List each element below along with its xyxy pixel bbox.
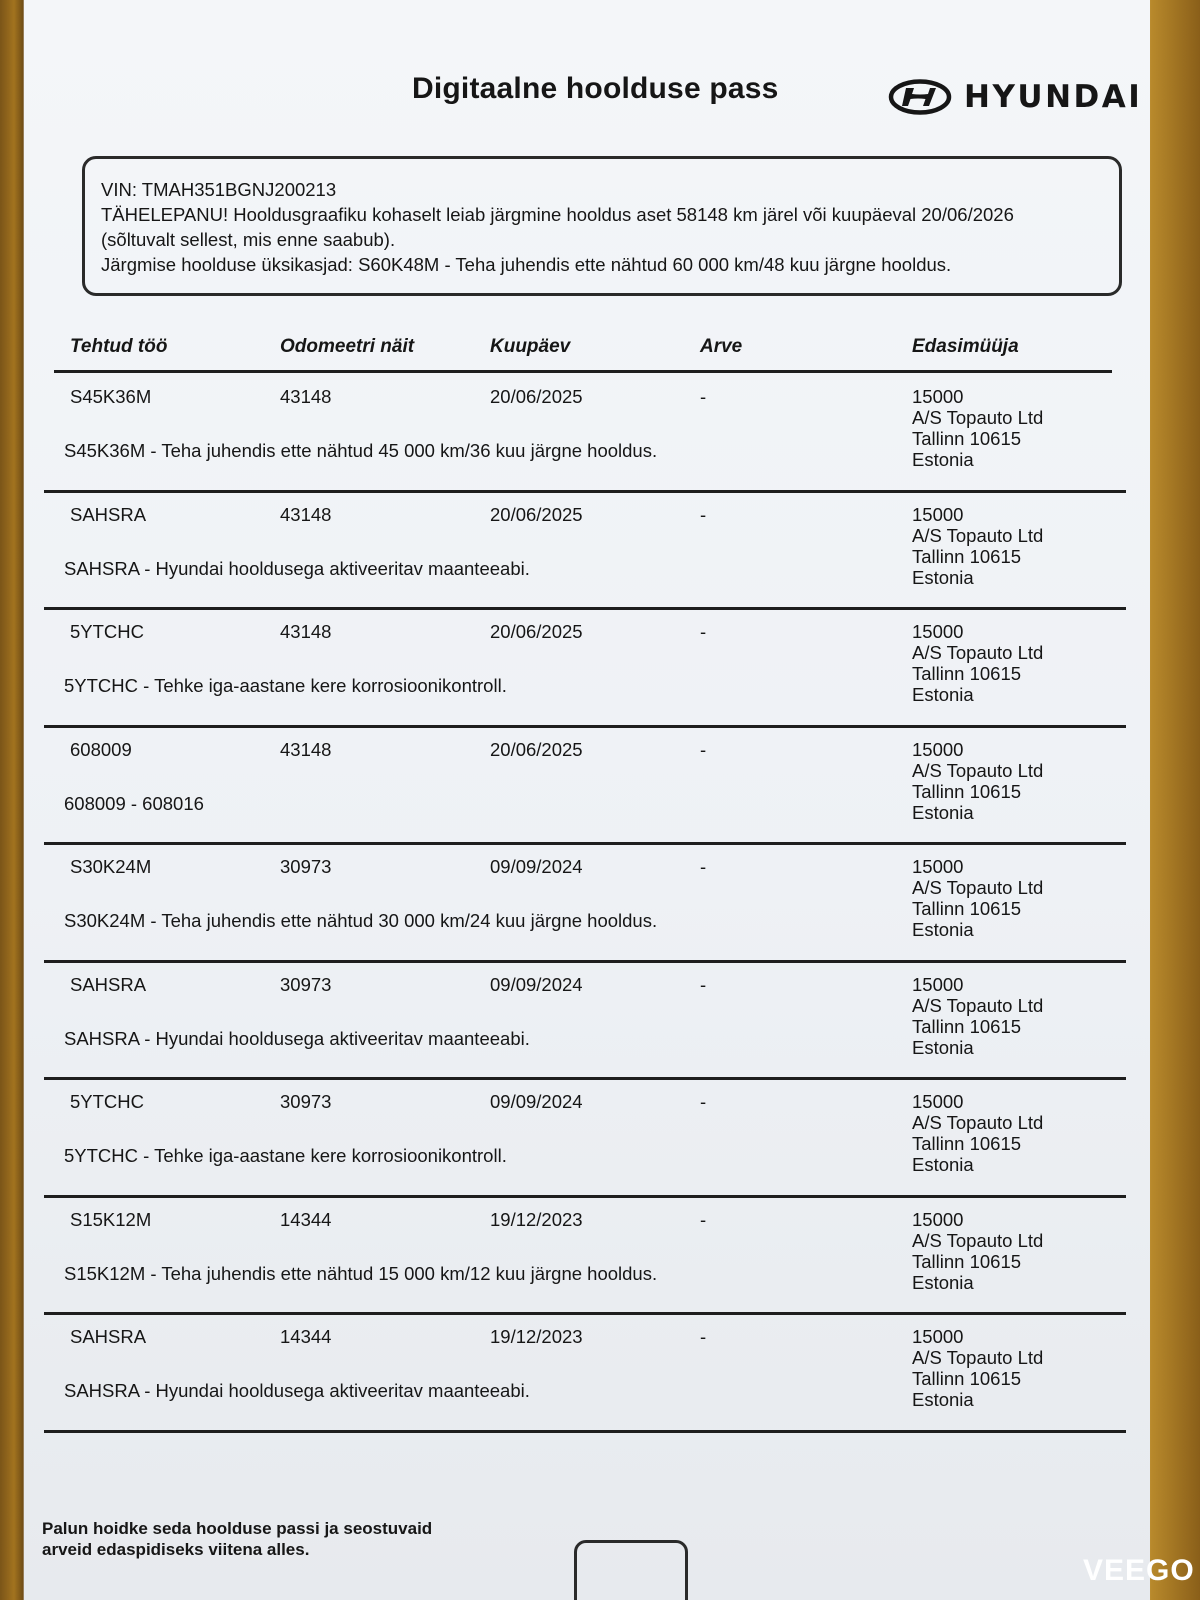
dealer-line: A/S Topauto Ltd	[912, 759, 1044, 781]
dealer-line: 15000	[912, 856, 964, 877]
dealer-line: Tallinn 10615	[912, 428, 1022, 449]
entry-dealer	[912, 621, 1043, 705]
dealer-line: 15000	[912, 1208, 964, 1230]
dealer-line: 15000	[912, 1091, 964, 1112]
dealer-line: A/S Topauto Ltd	[912, 1112, 1044, 1133]
hyundai-emblem-icon	[888, 78, 952, 116]
entry-date: 19/12/2023	[490, 1326, 583, 1347]
entry-odometer: 30973	[280, 1091, 332, 1112]
dealer-line: Estonia	[912, 1036, 974, 1058]
dealer-line: Estonia	[912, 919, 974, 940]
entry-description: 5YTCHC - Tehke iga-aastane kere korrosioonikontroll.	[64, 675, 507, 696]
entry-description: S15K12M - Teha juhendis ette nähtud 15 000 km/12 kuu järgne hooldus.	[64, 1262, 658, 1284]
dealer-line: Estonia	[912, 1271, 974, 1293]
dealer-line: Tallinn 10615	[912, 1368, 1022, 1389]
service-entry	[24, 621, 1150, 733]
header-odometer: Odomeetri näit	[280, 336, 415, 357]
dealer-line: Tallinn 10615	[912, 1133, 1022, 1154]
entry-invoice: -	[700, 1208, 707, 1230]
entry-dealer	[912, 386, 1043, 470]
dealer-line: 15000	[912, 738, 964, 760]
entry-work-code: S15K12M	[70, 1208, 152, 1230]
row-divider	[44, 490, 1126, 493]
dealer-line: Tallinn 10615	[912, 898, 1022, 919]
service-entry	[24, 1091, 1150, 1203]
notice-line: TÄHELEPANU! Hooldusgraafiku kohaselt leiab järgmine hooldus aset 58148 km järel või kuupäeval 20/06/2026	[101, 204, 1014, 225]
dealer-line: 15000	[912, 386, 964, 407]
service-entry	[24, 974, 1150, 1086]
entry-description: 608009 - 608016	[64, 792, 204, 814]
dealer-line: 15000	[912, 973, 964, 995]
dealer-line: 15000	[912, 621, 964, 642]
entry-description: SAHSRA - Hyundai hooldusega aktiveeritav maanteeabi.	[64, 1027, 530, 1049]
row-divider	[44, 1077, 1126, 1080]
entry-invoice: -	[700, 1091, 707, 1112]
entry-odometer: 43148	[280, 621, 332, 642]
entry-dealer	[912, 1091, 1043, 1175]
entry-dealer	[912, 1326, 1043, 1410]
entry-dealer	[912, 504, 1043, 588]
dealer-line: Tallinn 10615	[912, 1250, 1022, 1272]
service-passport-sheet	[24, 0, 1150, 1600]
notice-continuation: (sõltuvalt sellest, mis enne saabub).	[101, 229, 396, 250]
watermark: VEEGO	[1083, 1554, 1195, 1587]
dealer-line: Estonia	[912, 566, 974, 588]
entry-description: SAHSRA - Hyundai hooldusega aktiveeritav maanteeabi.	[64, 557, 530, 579]
dealer-line: Estonia	[912, 1389, 974, 1410]
entry-invoice: -	[700, 973, 707, 995]
entry-odometer: 43148	[280, 386, 332, 407]
row-divider	[44, 842, 1126, 845]
row-divider	[44, 607, 1126, 610]
dealer-line: Estonia	[912, 684, 974, 705]
dealer-line: Tallinn 10615	[912, 1015, 1022, 1037]
entry-date: 09/09/2024	[490, 856, 583, 877]
next-service-details: Järgmise hoolduse üksikasjad: S60K48M - Teha juhendis ette nähtud 60 000 km/48 kuu järgne hooldus.	[101, 254, 952, 275]
entry-dealer	[912, 1209, 1043, 1293]
entry-invoice: -	[700, 503, 707, 525]
entry-dealer	[912, 856, 1043, 940]
entry-odometer: 14344	[280, 1326, 332, 1347]
entry-invoice: -	[700, 738, 707, 760]
entry-date: 09/09/2024	[490, 1091, 583, 1112]
entry-invoice: -	[700, 1326, 707, 1347]
entry-work-code: SAHSRA	[70, 1326, 147, 1347]
entry-odometer: 43148	[280, 738, 332, 760]
entry-work-code: SAHSRA	[70, 503, 147, 525]
service-entry	[24, 739, 1150, 851]
dealer-line: Tallinn 10615	[912, 663, 1022, 684]
service-entry	[24, 856, 1150, 968]
entry-date: 19/12/2023	[490, 1208, 583, 1230]
dealer-line: A/S Topauto Ltd	[912, 524, 1044, 546]
service-entry	[24, 1209, 1150, 1321]
entry-description: 5YTCHC - Tehke iga-aastane kere korrosioonikontroll.	[64, 1145, 507, 1166]
next-service-notice-box	[82, 156, 1122, 296]
dealer-line: Estonia	[912, 801, 974, 823]
entry-work-code: S45K36M	[70, 386, 152, 407]
row-divider	[44, 1430, 1126, 1433]
header-divider	[54, 370, 1112, 373]
dealer-line: A/S Topauto Ltd	[912, 407, 1044, 428]
entry-dealer	[912, 974, 1043, 1058]
header-date: Kuupäev	[490, 336, 571, 357]
entry-odometer: 30973	[280, 856, 332, 877]
entry-description: S45K36M - Teha juhendis ette nähtud 45 000 km/36 kuu järgne hooldus.	[64, 440, 658, 461]
row-divider	[44, 725, 1126, 728]
dealer-line: 15000	[912, 1326, 964, 1347]
entry-date: 20/06/2025	[490, 386, 583, 407]
dealer-line: A/S Topauto Ltd	[912, 1347, 1044, 1368]
retention-note	[42, 1518, 432, 1560]
dealer-line: 15000	[912, 503, 964, 525]
entry-odometer: 43148	[280, 503, 332, 525]
service-entry	[24, 386, 1150, 498]
entry-work-code: SAHSRA	[70, 973, 147, 995]
entry-date: 20/06/2025	[490, 503, 583, 525]
header-dealer: Edasimüüja	[912, 336, 1019, 357]
retention-note-line-1: Palun hoidke seda hoolduse passi ja seostuvaid	[42, 1519, 433, 1538]
entry-date: 20/06/2025	[490, 738, 583, 760]
dealer-line: A/S Topauto Ltd	[912, 877, 1044, 898]
entry-description: SAHSRA - Hyundai hooldusega aktiveeritav maanteeabi.	[64, 1380, 530, 1401]
service-entry	[24, 504, 1150, 616]
entry-invoice: -	[700, 856, 707, 877]
entry-odometer: 14344	[280, 1208, 332, 1230]
entry-date: 20/06/2025	[490, 621, 583, 642]
dealer-line: Tallinn 10615	[912, 780, 1022, 802]
header-work-done: Tehtud töö	[70, 336, 168, 357]
retention-note-line-2: arveid edaspidiseks viitena alles.	[42, 1540, 310, 1559]
dealer-line: Estonia	[912, 1154, 974, 1175]
page-title: Digitaalne hoolduse pass	[412, 72, 779, 105]
table-header	[24, 336, 1150, 366]
entry-date: 09/09/2024	[490, 973, 583, 995]
entry-work-code: 5YTCHC	[70, 621, 145, 642]
entry-work-code: 5YTCHC	[70, 1091, 145, 1112]
entry-work-code: S30K24M	[70, 856, 152, 877]
dealer-line: A/S Topauto Ltd	[912, 642, 1044, 663]
dealer-line: Tallinn 10615	[912, 545, 1022, 567]
entry-invoice: -	[700, 621, 707, 642]
dealer-line: A/S Topauto Ltd	[912, 994, 1044, 1016]
entry-work-code: 608009	[70, 738, 132, 760]
dealer-line: Estonia	[912, 449, 974, 470]
vin-line: VIN: TMAH351BGNJ200213	[101, 179, 337, 200]
service-entry	[24, 1326, 1150, 1438]
row-divider	[44, 1312, 1126, 1315]
entry-odometer: 30973	[280, 973, 332, 995]
brand-wordmark: HYUNDAI	[964, 79, 1143, 115]
row-divider	[44, 960, 1126, 963]
dealer-line: A/S Topauto Ltd	[912, 1229, 1044, 1251]
entry-description: S30K24M - Teha juhendis ette nähtud 30 000 km/24 kuu järgne hooldus.	[64, 910, 658, 931]
brand-logo	[888, 78, 1142, 116]
row-divider	[44, 1195, 1126, 1198]
entry-invoice: -	[700, 386, 707, 407]
header-invoice: Arve	[700, 336, 743, 357]
entry-dealer	[912, 739, 1043, 823]
stamp-box	[574, 1540, 688, 1600]
